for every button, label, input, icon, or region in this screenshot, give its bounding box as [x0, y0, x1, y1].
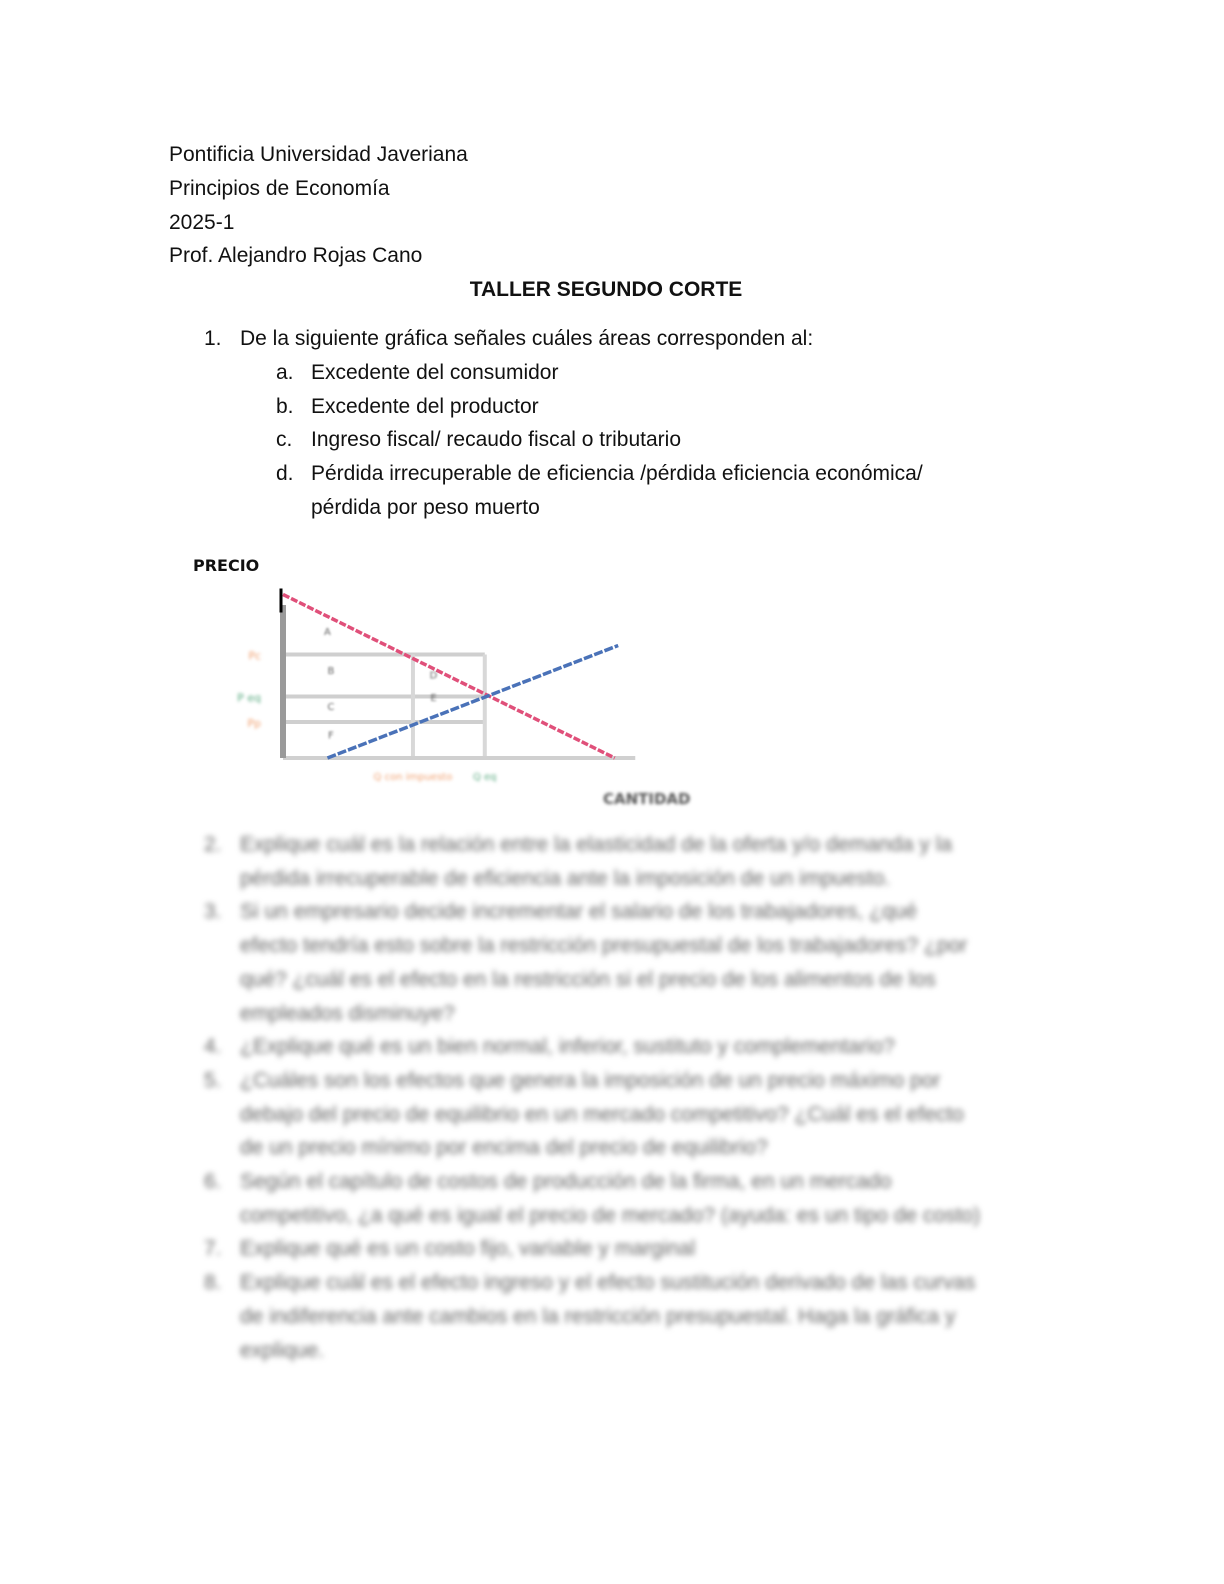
price-level-label: P eq [237, 691, 261, 705]
question-text-line: de un precio mínimo por encima del precio de equilibrio? [240, 1136, 768, 1160]
option-text: Ingreso fiscal/ recaudo fiscal o tributario [311, 428, 682, 451]
option-letter: c. [276, 428, 293, 451]
area-label: A [324, 627, 331, 638]
question-number: 6. [204, 1170, 222, 1193]
question-text-line: ¿Cuáles son los efectos que genera la imposición de un precio máximo por [240, 1068, 941, 1092]
quantity-level-label: Q con impuesto [373, 772, 453, 783]
question-text-line: Según el capítulo de costos de producción de la firma, en un mercado [240, 1170, 892, 1193]
area-label: D [429, 670, 438, 682]
question-text-line: explique. [240, 1338, 325, 1362]
price-level-label: Pp [247, 717, 261, 730]
question-text-line: Explique cuál es el efecto ingreso y el efecto sustitución derivado de las curvas [240, 1271, 976, 1295]
header-course: Principios de Economía [169, 177, 390, 200]
option-letter: a. [276, 361, 294, 384]
price-level-label: Pc [248, 649, 261, 663]
question-text-line: efecto tendría esto sobre la restricción presupuestal de los trabajadores? ¿por [240, 934, 968, 958]
question-number: 3. [204, 900, 222, 924]
question-text-line: de indiferencia ante cambios en la restricción presupuestal. Haga la gráfica y [240, 1304, 956, 1328]
question-number: 4. [204, 1035, 222, 1059]
header-university: Pontificia Universidad Javeriana [169, 143, 468, 166]
area-label: F [327, 730, 334, 742]
question-text-line: Explique qué es un costo fijo, variable y marginal [240, 1237, 696, 1261]
supply-line [327, 646, 618, 759]
header-professor: Prof. Alejandro Rojas Cano [169, 244, 423, 267]
question-number: 5. [204, 1068, 222, 1092]
question-text-line: qué? ¿cuál es el efecto en la restricción si el precio de los alimentos de los [240, 967, 936, 991]
x-axis-label: CANTIDAD [603, 790, 691, 808]
area-label: C [327, 702, 335, 713]
option-text: Excedente del productor [311, 395, 539, 418]
question-number: 1. [204, 327, 222, 350]
question-text-line: Si un empresario decide incrementar el salario de los trabajadores, ¿qué [240, 900, 918, 924]
question-text: De la siguiente gráfica señales cuáles áreas corresponden al: [240, 327, 814, 350]
question-text-line: empleados disminuye? [240, 1001, 455, 1025]
question-text-line: competitivo, ¿a qué es igual el precio de mercado? (ayuda: es un tipo de costo) [240, 1203, 981, 1227]
option-letter: b. [276, 395, 294, 418]
quantity-level-label: Q eq [472, 772, 497, 783]
tax-chart [180, 550, 720, 810]
question-text-line: Explique cuál es la relación entre la elasticidad de la oferta y/o demanda y la [240, 833, 953, 856]
document-title: TALLER SEGUNDO CORTE [469, 278, 743, 301]
header-term: 2025-1 [169, 211, 235, 234]
option-text: Excedente del consumidor [311, 361, 559, 384]
question-number: 2. [204, 833, 222, 856]
option-text: Pérdida irrecuperable de eficiencia /pérdida eficiencia económica/ [311, 462, 923, 485]
option-text-continued: pérdida por peso muerto [311, 496, 540, 519]
question-number: 8. [204, 1271, 222, 1295]
option-letter: d. [276, 462, 294, 485]
question-number: 7. [204, 1237, 222, 1261]
question-text-line: pérdida irrecuperable de eficiencia ante la imposición de un impuesto. [240, 866, 891, 890]
y-axis-label: PRECIO [193, 556, 260, 575]
question-text-line: ¿Explique qué es un bien normal, inferior, sustituto y complementario? [240, 1035, 895, 1059]
area-label: E [430, 693, 437, 704]
question-text-line: debajo del precio de equilibrio en un mercado competitivo? ¿Cuál es el efecto [240, 1102, 964, 1126]
area-label: B [327, 666, 335, 677]
